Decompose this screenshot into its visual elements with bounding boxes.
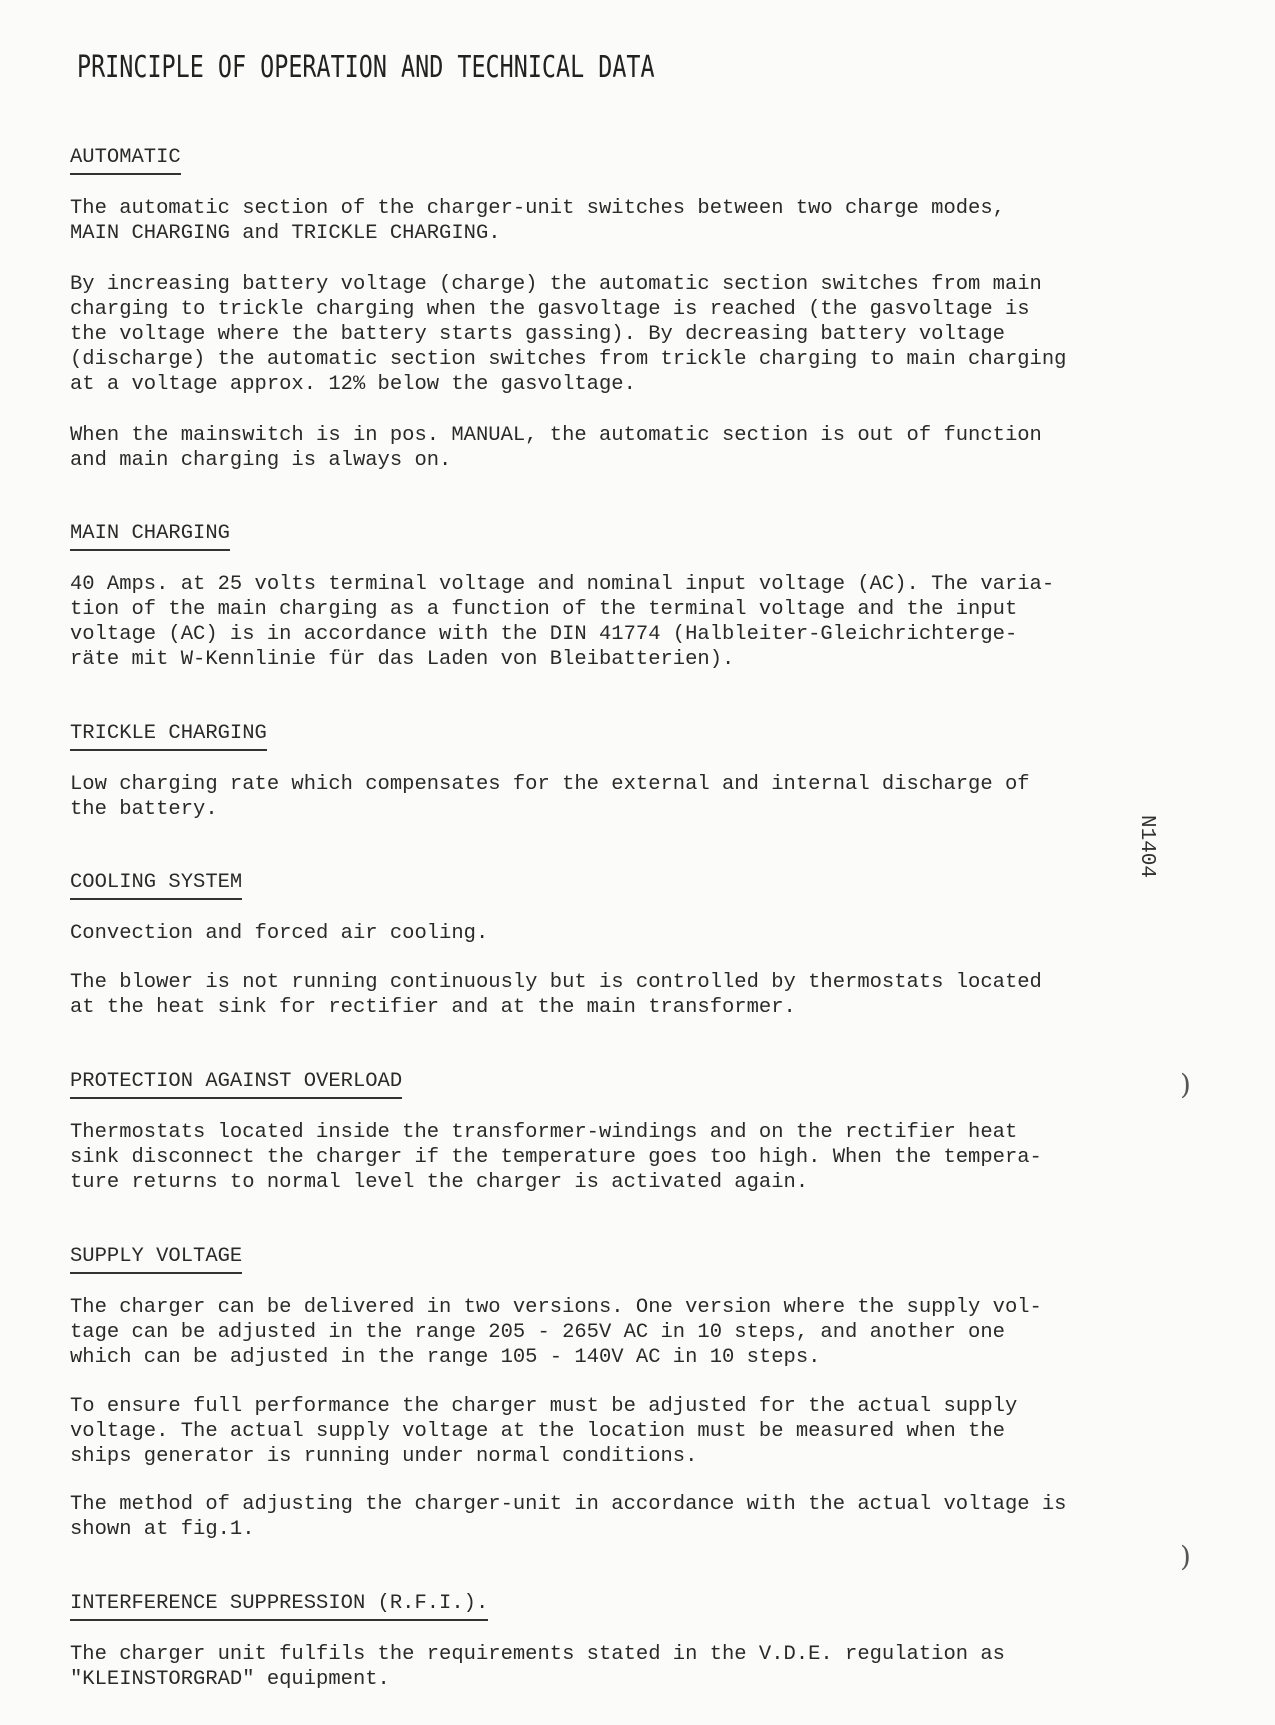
side-reference-code: N1404: [1135, 815, 1158, 879]
automatic-paragraph-1: The automatic section of the charger-unit switches between two charge modes, MAIN CHARGING and TRICKLE CHARGING.: [70, 197, 1005, 245]
binder-hole-mark-icon: ): [1180, 1068, 1191, 1101]
heading-protection-against-overload: PROTECTION AGAINST OVERLOAD: [70, 1071, 402, 1099]
supply-voltage-paragraph-1: The charger can be delivered in two versions. One version where the supply vol- tage can be adjusted in the range 205 - 265V AC in 10 steps, and another one which can be adjusted in the range 105 - 140V AC in 10 steps.: [70, 1296, 1042, 1369]
supply-voltage-paragraph-3: The method of adjusting the charger-unit in accordance with the actual voltage is shown at fig.1.: [70, 1493, 1067, 1541]
heading-interference-suppression: INTERFERENCE SUPPRESSION (R.F.I.).: [70, 1593, 488, 1621]
page-title: PRINCIPLE OF OPERATION AND TECHNICAL DATA: [77, 50, 655, 85]
cooling-paragraph-2: The blower is not running continuously but is controlled by thermostats located at the heat sink for rectifier and at the main transformer.: [70, 971, 1042, 1019]
automatic-paragraph-2: By increasing battery voltage (charge) the automatic section switches from main charging to trickle charging when the gasvoltage is reached (the gasvoltage is the voltage where the battery starts gassing). By decreasing battery voltage (discharge) the automatic section switches from trickle charging to main charging at a voltage approx. 12% below the gasvoltage.: [70, 273, 1067, 396]
heading-supply-voltage: SUPPLY VOLTAGE: [70, 1246, 242, 1274]
heading-trickle-charging: TRICKLE CHARGING: [70, 723, 267, 751]
cooling-paragraph-1: Convection and forced air cooling.: [70, 922, 489, 945]
automatic-paragraph-3: When the mainswitch is in pos. MANUAL, the automatic section is out of function and main charging is always on.: [70, 424, 1042, 472]
supply-voltage-paragraph-2: To ensure full performance the charger must be adjusted for the actual supply voltage. The actual supply voltage at the location must be measured when the ships generator is running under normal conditions.: [70, 1395, 1018, 1468]
heading-main-charging: MAIN CHARGING: [70, 523, 230, 551]
heading-cooling-system: COOLING SYSTEM: [70, 872, 242, 900]
binder-hole-mark-icon: ): [1180, 1540, 1191, 1573]
protection-paragraph: Thermostats located inside the transformer-windings and on the rectifier heat sink disconnect the charger if the temperature goes too high. When the tempera- ture returns to normal level the charger is activated again.: [70, 1121, 1042, 1194]
heading-automatic: AUTOMATIC: [70, 147, 181, 175]
main-charging-paragraph: 40 Amps. at 25 volts terminal voltage and nominal input voltage (AC). The varia- tion of the main charging as a function of the terminal voltage and the input voltage (AC) is in accordance with the DIN 41774 (Halbleiter-Gleichrichterge- räte mit W-Kennlinie für das Laden von Bleibatterien).: [70, 573, 1055, 671]
interference-paragraph: The charger unit fulfils the requirements stated in the V.D.E. regulation as "KLEINSTORGRAD" equipment.: [70, 1643, 1005, 1691]
trickle-charging-paragraph: Low charging rate which compensates for the external and internal discharge of the battery.: [70, 773, 1030, 821]
